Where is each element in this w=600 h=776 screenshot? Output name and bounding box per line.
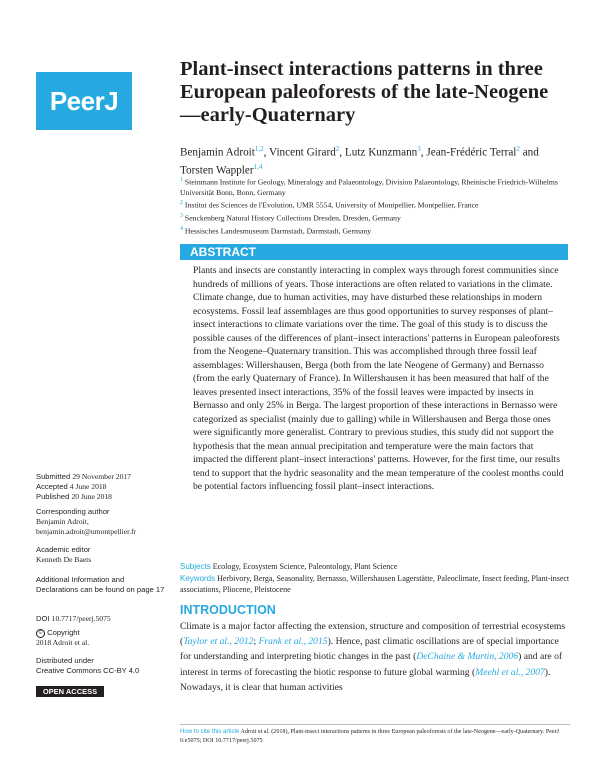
doi [36, 614, 176, 624]
affiliation-number: 2 [180, 199, 183, 206]
affiliation-text: Steinmann Institute for Geology, Mineralogy and Palaeontology, Division Palaeontology, Rheinische Friedrich-Wilhelms Universität Bonn, Bonn, Germany [180, 177, 558, 197]
keywords-label: Keywords [180, 573, 216, 583]
citation-footer [180, 727, 570, 746]
subjects-text: Ecology, Ecosystem Science, Paleontology, Plant Science [212, 562, 398, 571]
citation-link[interactable]: Taylor et al., 2012 [183, 636, 254, 648]
author-separator: , [339, 146, 345, 159]
doi-label: DOI [36, 614, 50, 623]
introduction-body [180, 619, 572, 695]
corresponding-author [36, 507, 176, 537]
author-affiliation-ref: 1,2 [254, 145, 264, 153]
keywords-text: Herbivory, Berga, Seasonality, Bernasso, Willershausen Lagerstätte, Paleoclimate, Insect feeding, Plant-insect associations, Pliocene, Pleistocene [180, 573, 570, 594]
corresponding-name: Benjamin Adroit, [36, 517, 89, 526]
abstract-body: Plants and insects are constantly interacting in complex ways through forest communities since hundreds of millions of years. Those interactions are often related to variations in the climate. Climate change, due to human activities, may have disturbed these relationships in modern ecosystems. Fossil leaf assemblages are thus good opportunities to survey responses of plant–insect interactions to climate variations over the time. The goal of this study is to discuss the possible causes of the differences of plant–insect interactions' patterns in European paleoforests from the Neogene–Quaternary transition. This was accomplished through three fossil leaf assemblages: Willershausen, Berga (both from the late Neogene of Germany) and Bernasso (from the early Quaternary of France). In Willershausen it has been measured that half of the leaves presented insect interactions, 35% of the fossil leaves were impacted by insects in Bernasso and only 25% in Berga. The largest proportion of these interactions in Bernasso were categorized as specialist (mainly due to galling) while in Willershausen and Berga those ones were significantly more generalist. Contrary to previous studies, this study did not support the hypothesis that the mean annual precipitation and temperature were the main factors that impacted the different plant–insect interactions' patterns. However, for the first time, our results tend to support that the hydric seasonality and the mean temperature of the coolest months could be potential factors influencing fossil plant–insect interactions. [193, 265, 564, 492]
author-affiliation-ref: 3 [417, 145, 421, 153]
affiliation-number: 1 [180, 177, 183, 183]
intro-text-segment: ) and are of interest in terms of forecasting the biotic response to future global warming ( [180, 651, 563, 678]
corresponding-email[interactable]: benjamin.adroit@umontpellier.fr [36, 527, 137, 536]
author-name[interactable]: Benjamin Adroit [180, 146, 255, 159]
editor-label: Academic editor [36, 545, 91, 554]
author-name[interactable]: Torsten Wappler [180, 164, 254, 177]
affiliation-text: Institut des Sciences de l'Evolution, UMR 5554, University of Montpellier, Montpellier, France [184, 200, 479, 210]
author-affiliation-ref: 2 [516, 145, 520, 153]
author-separator: and [519, 146, 539, 159]
published-label: Published [36, 492, 70, 501]
distributed-label: Distributed under [36, 656, 94, 665]
intro-text-segment: Climate is a major factor affecting the extension, structure and composition of terrestrial ecosystems ( [180, 621, 566, 648]
author-affiliation-ref: 2 [335, 145, 340, 153]
doi-link[interactable]: 10.7717/peerj.5075 [51, 614, 111, 623]
article-title: Plant-insect interactions patterns in three European paleoforests of the late-Neogene—early-Quaternary [180, 58, 549, 126]
publication-dates [36, 472, 176, 502]
intro-text-segment: ; [253, 636, 259, 648]
author-list [180, 142, 570, 178]
copyright-text: 2018 Adroit et al. [36, 638, 90, 647]
abstract-heading: ABSTRACT [180, 244, 568, 260]
footer-text: Adroit et al. (2018), Plant-insect interactions patterns in three European paleoforests of the late-Neogene—early-Quaternary. PeerJ 6:e5075; DOI 10.7717/peerj.5075 [180, 729, 560, 744]
citation-link[interactable]: DeChaine & Martin, 2006 [416, 651, 519, 663]
published-date: 20 June 2018 [71, 492, 112, 501]
license-link[interactable]: Creative Commons CC-BY 4.0 [36, 666, 140, 675]
affiliation-list [180, 175, 580, 236]
affiliation-text: Senckenberg Natural History Collections Dresden, Dresden, Germany [184, 213, 401, 223]
intro-text-segment: ). Nowadays, it is clear that human activities [180, 666, 551, 693]
editor-name: Kenneth De Baets [36, 555, 92, 564]
peerj-logo: PeerJ [36, 72, 132, 130]
footer-divider [180, 724, 570, 725]
affiliation-item [180, 224, 580, 237]
additional-info-link[interactable]: Additional Information and Declarations can be found on page 17 [36, 575, 165, 594]
open-access-badge: OPEN ACCESS [36, 686, 104, 697]
author-affiliation-ref: 1,4 [253, 163, 263, 172]
intro-text-segment: ). Hence, past climatic oscillations are of special importance for understanding and interpreting biotic changes in the past ( [180, 636, 559, 663]
author-name[interactable]: Vincent Girard [269, 146, 336, 159]
author-separator: , [420, 146, 427, 159]
corresponding-label: Corresponding author [36, 507, 110, 516]
affiliation-text: Hessisches Landesmuseum Darmstadt, Darmstadt, Germany [184, 226, 372, 236]
accepted-label: Accepted [36, 482, 68, 491]
author-name[interactable]: Lutz Kunzmann [344, 146, 418, 159]
citation-link[interactable]: Meehl et al., 2007 [475, 666, 545, 678]
academic-editor [36, 545, 176, 565]
affiliation-item [180, 198, 580, 211]
submitted-label: Submitted [36, 472, 71, 481]
affiliation-number: 3 [180, 212, 183, 219]
footer-lead: How to cite this article [180, 728, 240, 735]
accepted-date: 4 June 2018 [69, 482, 107, 491]
affiliation-item [180, 175, 580, 198]
introduction-heading: INTRODUCTION [180, 603, 276, 617]
subjects-keywords [180, 561, 570, 596]
copyright-icon: © [36, 629, 45, 638]
copyright [36, 628, 176, 648]
affiliation-number: 4 [180, 225, 183, 232]
citation-link[interactable]: Frank et al., 2015 [258, 636, 328, 648]
subjects-label: Subjects [180, 562, 211, 571]
license [36, 656, 176, 676]
author-separator: , [263, 146, 270, 159]
author-name[interactable]: Jean-Frédéric Terral [426, 146, 517, 159]
subjects-row [180, 561, 570, 573]
affiliation-item [180, 211, 580, 224]
keywords-row [180, 573, 570, 596]
submitted-date: 29 November 2017 [72, 472, 131, 481]
copyright-label: Copyright [47, 628, 80, 637]
